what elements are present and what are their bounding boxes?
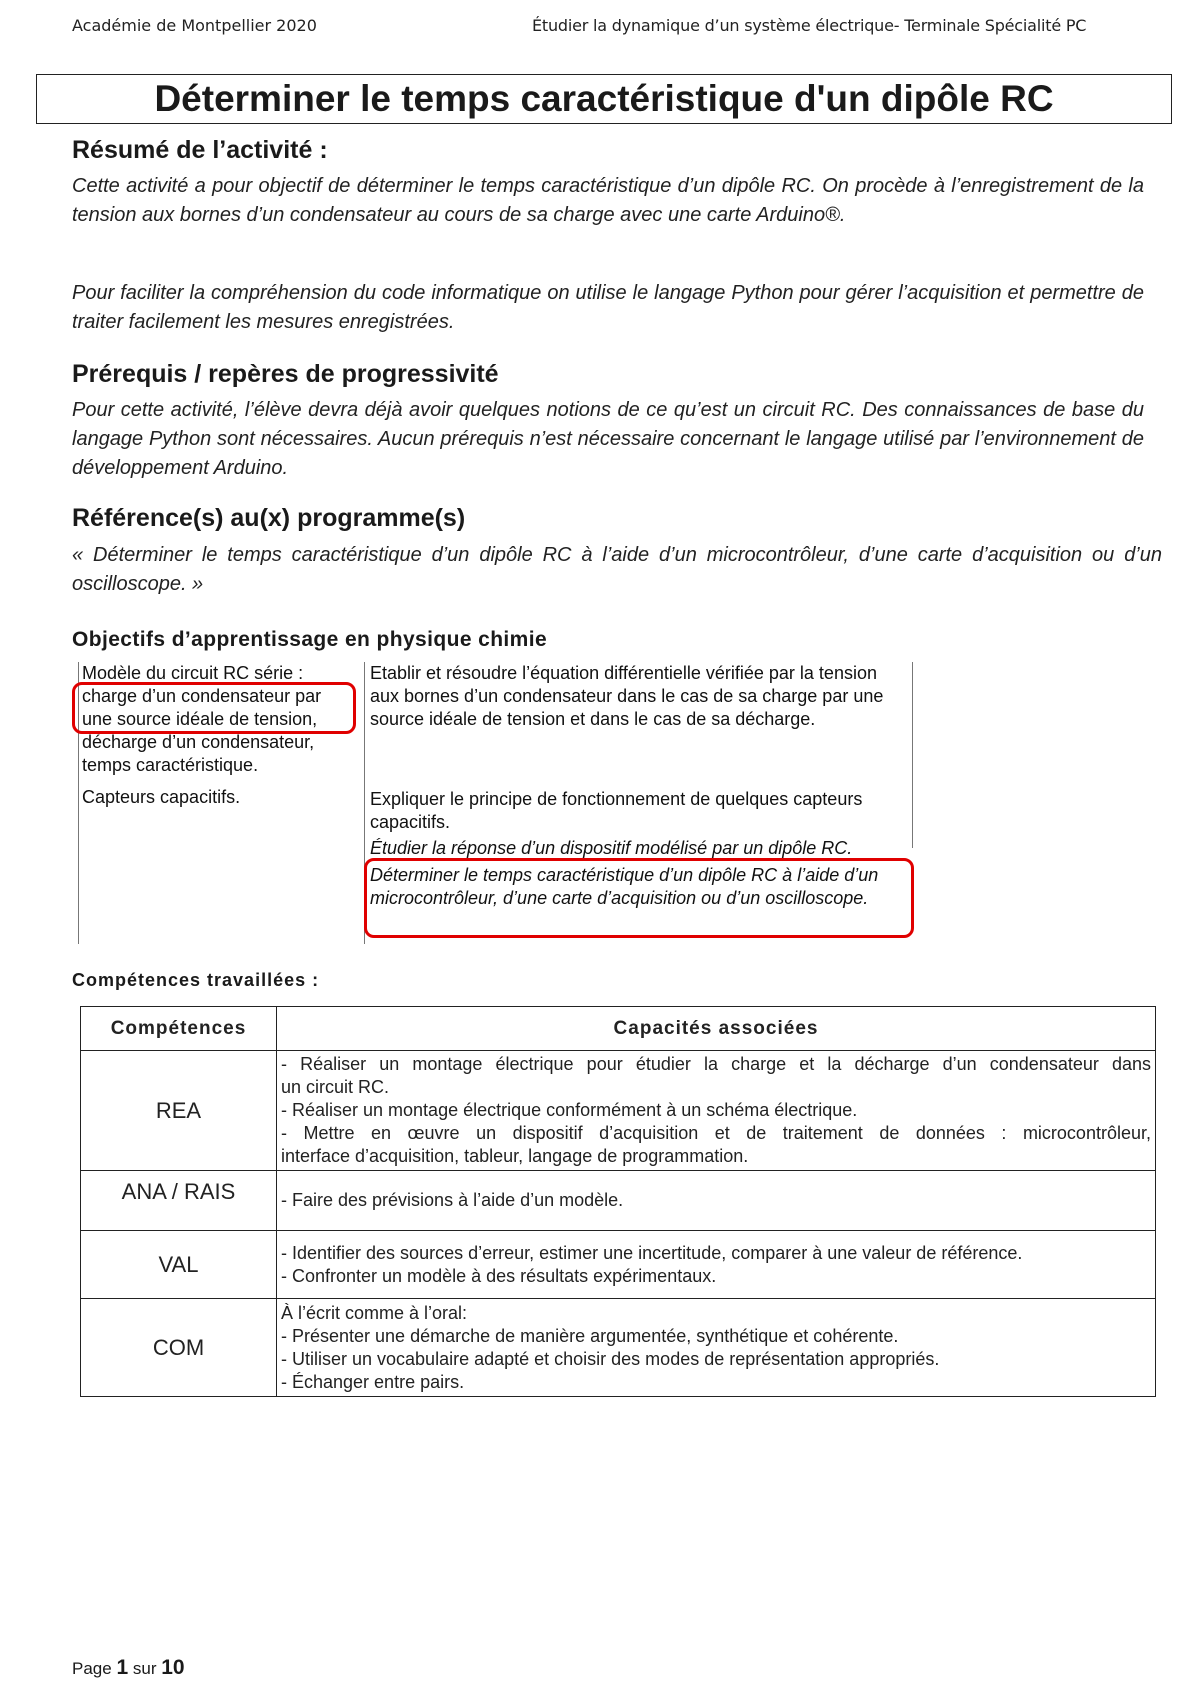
page-number: 1 (116, 1656, 129, 1679)
competence-name: COM (81, 1299, 277, 1397)
table-divider (912, 662, 913, 848)
competences-table (80, 1006, 1156, 1397)
column-header-capacites: Capacités associées (277, 1007, 1156, 1051)
competences-heading: Compétences travaillées : (72, 970, 320, 990)
capacite-line: - Faire des prévisions à l’aide d’un modèle. (281, 1190, 624, 1210)
prerequis-heading: Prérequis / repères de progressivité (72, 360, 499, 388)
capacite-line: - Utiliser un vocabulaire adapté et choisir des modes de représentation appropriés. (281, 1348, 940, 1369)
capacites-cell (277, 1051, 1156, 1171)
objectif-left-line: temps caractéristique. (82, 755, 259, 775)
resume-heading: Résumé de l’activité : (72, 136, 328, 164)
objectif-left-line: Modèle du circuit RC série : (82, 663, 304, 683)
reference-paragraph: « Déterminer le temps caractéristique d’un dipôle RC à l’aide d’un microcontrôleur, d’une carte d’acquisition ou d’un oscilloscope. » (72, 544, 1162, 595)
objectif-left-line: une source idéale de tension, (82, 709, 318, 729)
objectifs-table (78, 662, 914, 944)
capacite-line: - Confronter un modèle à des résultats expérimentaux. (281, 1265, 717, 1286)
competence-name: VAL (81, 1231, 277, 1299)
capacite-line: - Échanger entre pairs. (281, 1371, 465, 1392)
resume-paragraph-1: Cette activité a pour objectif de déterminer le temps caractéristique d’un dipôle RC. On procède à l’enregistrement de la tension aux bornes d’un condensateur au cours de sa charge avec une carte Arduino®. (72, 175, 1144, 226)
competence-name: REA (81, 1051, 277, 1171)
objectif-right-block-1: Etablir et résoudre l’équation différentielle vérifiée par la tension aux bornes d’un condensateur dans le cas de sa charge par une source idéale de tension et dans le cas de sa décharge. (370, 663, 884, 729)
column-header-competences: Compétences (81, 1007, 277, 1051)
header-left: Académie de Montpellier 2020 (72, 16, 317, 35)
competence-name: ANA / RAIS (81, 1171, 277, 1231)
resume-paragraph-2: Pour faciliter la compréhension du code informatique on utilise le langage Python pour gérer l’acquisition et permettre de traiter facilement les mesures enregistrées. (72, 282, 1144, 333)
capacite-line: - Réaliser un montage électrique pour étudier la charge et la décharge d’un condensateur dans (281, 1054, 1151, 1074)
objectif-right-block-4: Déterminer le temps caractéristique d’un dipôle RC à l’aide d’un microcontrôleur, d’une carte d’acquisition ou d’un oscilloscope. (370, 865, 879, 908)
highlight-box (72, 682, 356, 734)
page-footer (72, 1656, 185, 1680)
capacite-line: - Présenter une démarche de manière argumentée, synthétique et cohérente. (281, 1325, 899, 1346)
capacite-line: À l’écrit comme à l’oral: (281, 1302, 468, 1323)
document-title: Déterminer le temps caractéristique d'un dipôle RC (36, 74, 1172, 124)
table-row (81, 1051, 1156, 1171)
highlight-box (364, 858, 914, 938)
prerequis-paragraph: Pour cette activité, l’élève devra déjà avoir quelques notions de ce qu’est un circuit RC. Des connaissances de base du langage Python sont nécessaires. Aucun prérequis n’est nécessaire concernant le langage utilisé par l’environnement de développement Arduino. (72, 399, 1144, 479)
page-total: 10 (161, 1656, 185, 1679)
capacite-line: un circuit RC. (281, 1077, 390, 1097)
capacite-line: - Réaliser un montage électrique conformément à un schéma électrique. (281, 1100, 858, 1120)
table-row (81, 1171, 1156, 1231)
objectif-right-block-3: Étudier la réponse d’un dispositif modélisé par un dipôle RC. (370, 838, 853, 858)
header-right: Étudier la dynamique d’un système électrique- Terminale Spécialité PC (532, 16, 1087, 35)
capacite-line: - Identifier des sources d’erreur, estimer une incertitude, comparer à une valeur de référence. (281, 1242, 1023, 1263)
table-row (81, 1231, 1156, 1299)
objectifs-heading: Objectifs d’apprentissage en physique chimie (72, 628, 548, 651)
page-of-label: sur (132, 1659, 157, 1678)
capacites-cell (277, 1299, 1156, 1397)
page-label: Page (72, 1659, 112, 1678)
objectif-left-line: décharge d’un condensateur, (82, 732, 315, 752)
capacites-cell (277, 1171, 1156, 1231)
capacites-cell (277, 1231, 1156, 1299)
objectif-left-line: charge d’un condensateur par (82, 686, 322, 706)
table-header-row (81, 1007, 1156, 1051)
objectif-right-block-2: Expliquer le principe de fonctionnement de quelques capteurs capacitifs. (370, 789, 863, 832)
objectif-left-line: Capteurs capacitifs. (82, 787, 241, 807)
reference-heading: Référence(s) au(x) programme(s) (72, 504, 466, 532)
table-row (81, 1299, 1156, 1397)
capacite-line: - Mettre en œuvre un dispositif d’acquisition et de traitement de données : microcontrôleur, (281, 1123, 1151, 1143)
capacite-line: interface d’acquisition, tableur, langage de programmation. (281, 1146, 749, 1166)
